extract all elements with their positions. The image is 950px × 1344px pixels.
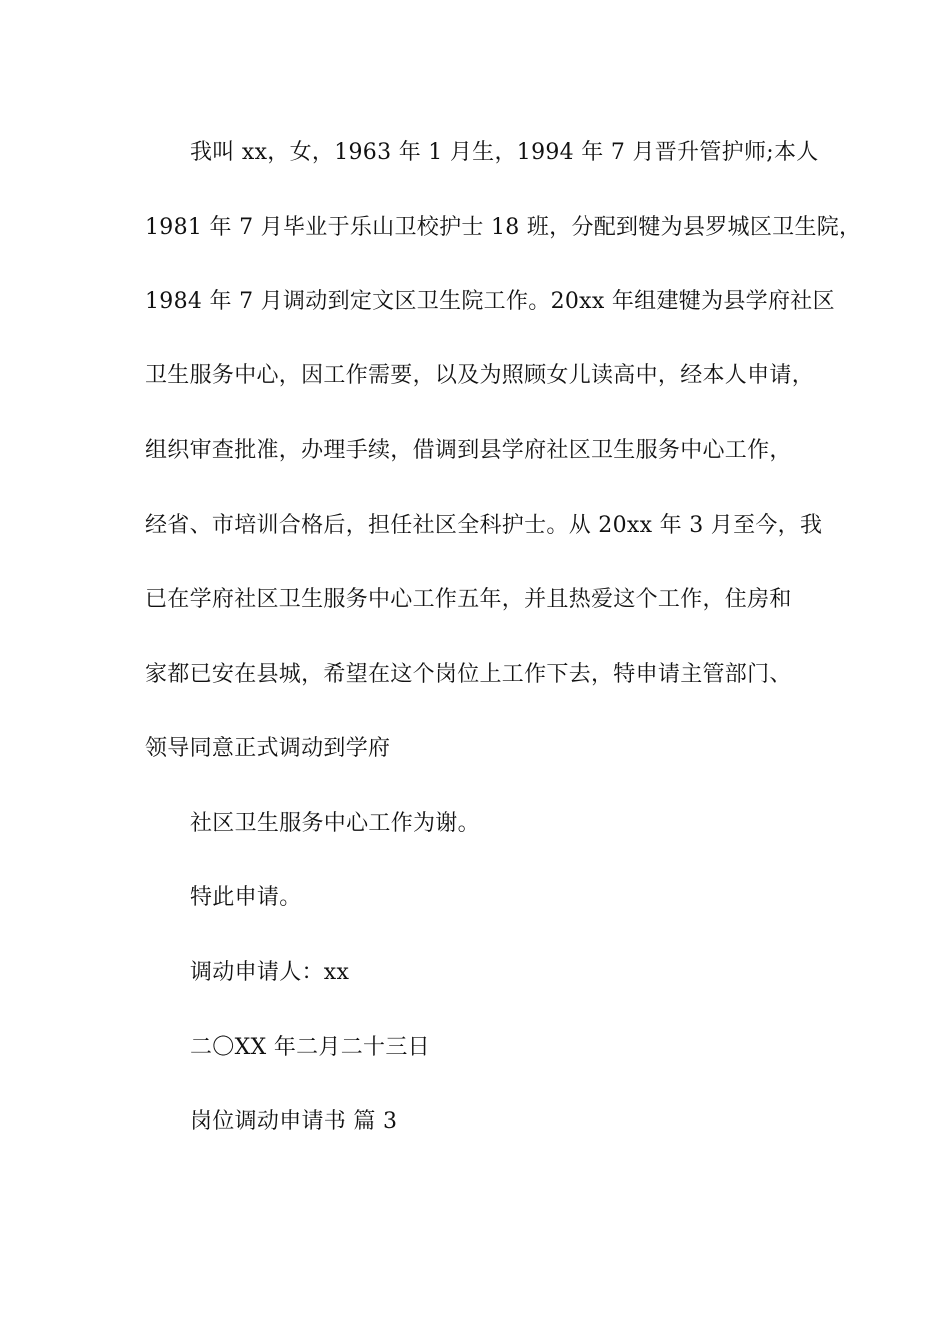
- closing-line: 特此申请。: [190, 885, 302, 910]
- continuation-line: 社区卫生服务中心工作为谢。: [190, 811, 480, 836]
- paragraph-line-5: 组织审查批准，办理手续，借调到县学府社区卫生服务中心工作，: [145, 438, 792, 463]
- applicant-line: 调动申请人：xx: [190, 960, 350, 985]
- paragraph-line-2: 1981 年 7 月毕业于乐山卫校护士 18 班，分配到犍为县罗城区卫生院，: [145, 215, 862, 240]
- next-section-heading: 岗位调动申请书 篇 3: [190, 1109, 398, 1134]
- paragraph-line-6: 经省、市培训合格后，担任社区全科护士。从 20xx 年 3 月至今，我: [145, 513, 823, 538]
- paragraph-line-8: 家都已安在县城，希望在这个岗位上工作下去，特申请主管部门、: [145, 662, 792, 687]
- paragraph-line-9: 领导同意正式调动到学府: [145, 736, 391, 761]
- paragraph-line-7: 已在学府社区卫生服务中心工作五年，并且热爱这个工作，住房和: [145, 587, 792, 612]
- date-line: 二〇XX 年二月二十三日: [190, 1035, 430, 1060]
- paragraph-line-1: 我叫 xx，女，1963 年 1 月生，1994 年 7 月晋升管护师;本人: [190, 140, 819, 165]
- paragraph-line-4: 卫生服务中心，因工作需要，以及为照顾女儿读高中，经本人申请，: [145, 363, 815, 388]
- paragraph-line-3: 1984 年 7 月调动到定文区卫生院工作。20xx 年组建犍为县学府社区: [145, 289, 835, 314]
